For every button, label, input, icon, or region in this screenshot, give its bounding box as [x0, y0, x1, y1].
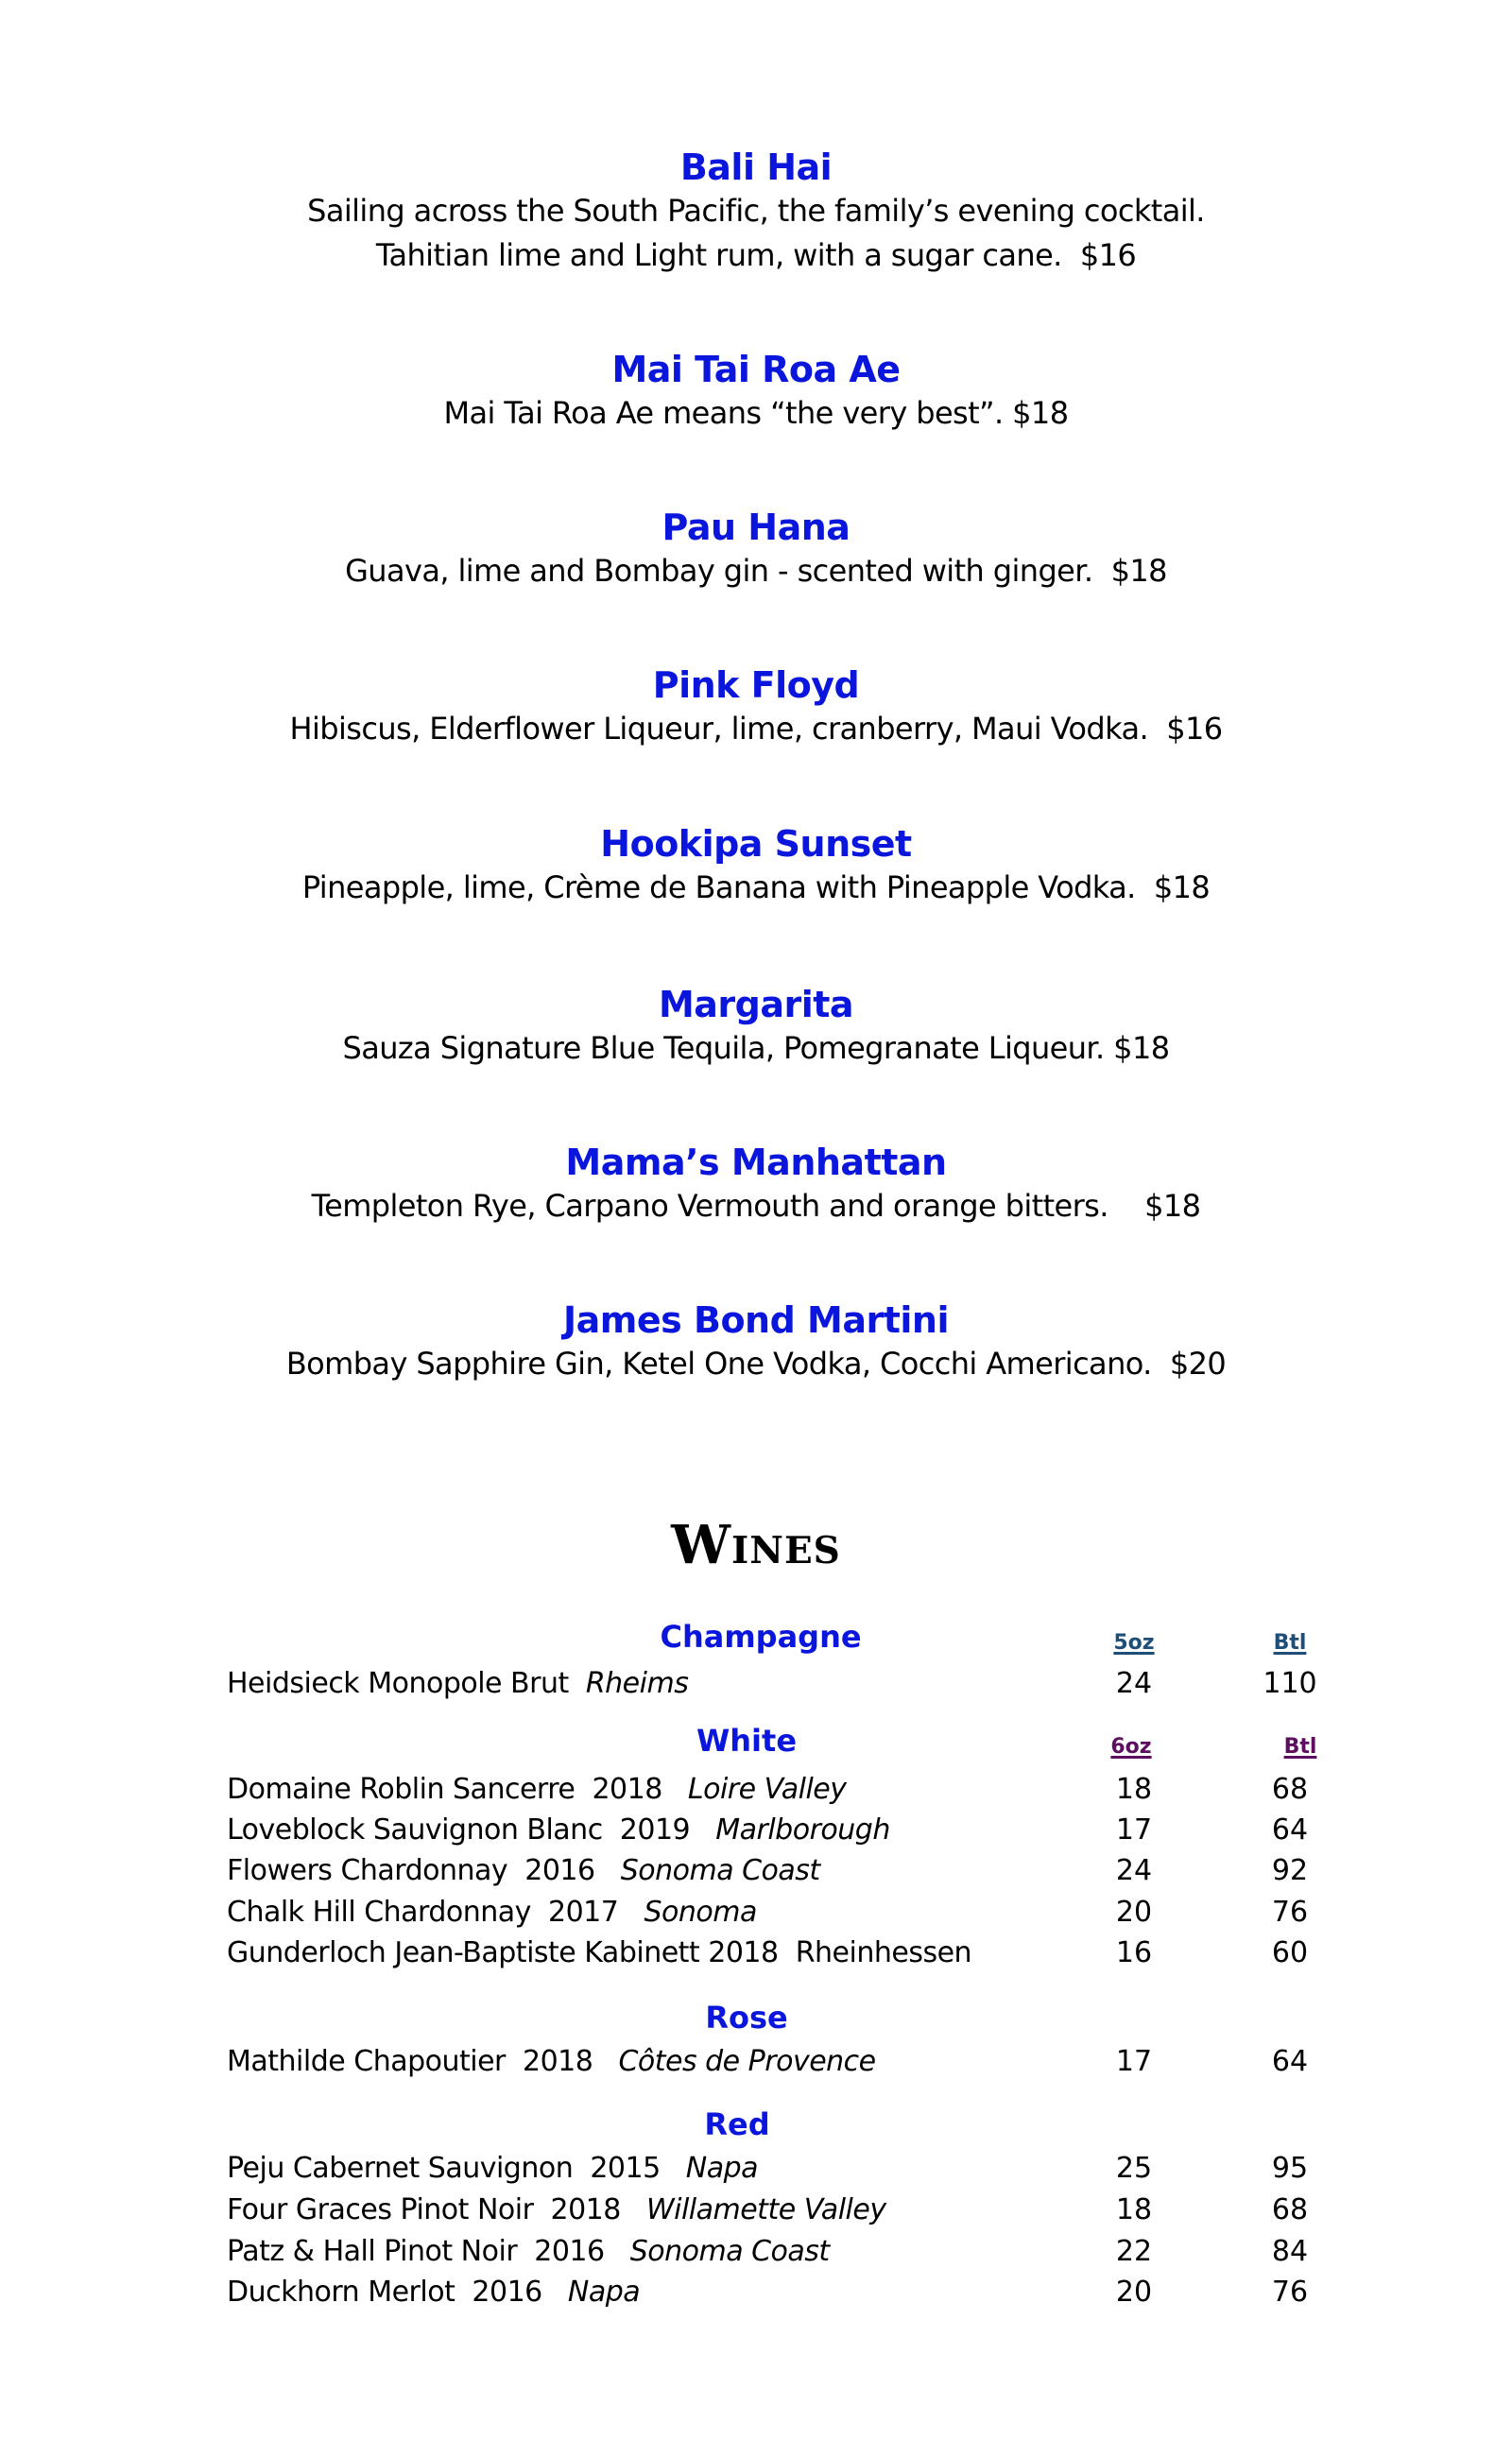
wine-row [227, 2041, 1323, 2083]
cocktail-item [0, 1141, 1512, 1228]
wine-region: Sonoma Coast [629, 2235, 830, 2268]
cocktail-item [0, 348, 1512, 436]
cocktail-name: Pink Floyd [652, 664, 860, 706]
wine-row [227, 1933, 1323, 1974]
cocktail-name: Mama’s Manhattan [565, 1142, 947, 1183]
wine-name: Heidsieck Monopole Brut Rheims [227, 1667, 689, 1700]
wine-row [227, 1850, 1323, 1892]
wine-name: Mathilde Chapoutier 2018 Côtes de Provence [227, 2045, 876, 2078]
price-glass: 25 [1115, 2152, 1153, 2185]
wine-name: Patz & Hall Pinot Noir 2016 Sonoma Coast [227, 2235, 830, 2268]
cocktail-item [0, 983, 1512, 1071]
price-bottle: 68 [1271, 1773, 1309, 1806]
cocktail-item [0, 146, 1512, 278]
wine-region: Napa [567, 2276, 641, 2309]
cocktail-description: Guava, lime and Bombay gin - scented with ginger. $18 [345, 553, 1167, 589]
wine-name: Domaine Roblin Sancerre 2018 Loire Valley [227, 1773, 847, 1806]
price-bottle: 64 [1271, 2045, 1309, 2078]
wine-row [227, 2148, 1323, 2190]
price-glass: 22 [1115, 2235, 1153, 2268]
wine-name: Flowers Chardonnay 2016 Sonoma Coast [227, 1854, 820, 1887]
wine-name: Four Graces Pinot Noir 2018 Willamette Valley [227, 2193, 886, 2226]
wine-region: Napa [685, 2152, 759, 2185]
cocktail-description: Hibiscus, Elderflower Liqueur, lime, cranberry, Maui Vodka. $16 [289, 711, 1223, 747]
wine-name: Loveblock Sauvignon Blanc 2019 Marlborough [227, 1813, 890, 1847]
cocktail-description: Sauza Signature Blue Tequila, Pomegranate Liqueur. $18 [342, 1030, 1170, 1066]
wine-row [227, 1892, 1323, 1933]
cocktail-description: Bombay Sapphire Gin, Ketel One Vodka, Cocchi Americano. $20 [285, 1346, 1227, 1382]
price-glass: 24 [1115, 1667, 1153, 1700]
wine-region: Loire Valley [687, 1773, 847, 1806]
wine-name: Gunderloch Jean-Baptiste Kabinett 2018 Rheinhessen [227, 1936, 972, 1969]
price-bottle: 60 [1271, 1936, 1309, 1969]
price-glass: 17 [1115, 2045, 1153, 2078]
cocktail-name: Hookipa Sunset [600, 823, 912, 865]
price-bottle: 76 [1271, 1896, 1309, 1929]
cocktail-description: Sailing across the South Pacific, the family’s evening cocktail. [307, 193, 1205, 229]
cocktail-item [0, 506, 1512, 593]
cocktail-name: Pau Hana [662, 507, 850, 548]
category-title-white: White [696, 1723, 798, 1759]
wine-name: Duckhorn Merlot 2016 Napa [227, 2276, 641, 2309]
wines-heading: Wines [671, 1514, 841, 1576]
wine-row [227, 2231, 1323, 2273]
price-glass: 17 [1115, 1813, 1153, 1847]
cocktail-name: James Bond Martini [562, 1299, 950, 1341]
wine-name: Peju Cabernet Sauvignon 2015 Napa [227, 2152, 759, 2185]
price-glass: 18 [1115, 1773, 1153, 1806]
price-glass: 24 [1115, 1854, 1153, 1887]
cocktail-item [0, 822, 1512, 910]
category-title-red: Red [704, 2106, 770, 2142]
column-header-glass: 6oz [1110, 1735, 1152, 1759]
wine-row [227, 1810, 1323, 1851]
cocktail-description: Pineapple, lime, Crème de Banana with Pineapple Vodka. $18 [301, 869, 1211, 905]
column-header-bottle: Btl [1283, 1735, 1317, 1759]
cocktail-description: Mai Tai Roa Ae means “the very best”. $18 [443, 395, 1069, 431]
wine-region: Marlborough [715, 1813, 890, 1847]
wine-row [227, 1663, 1323, 1705]
wine-region: Sonoma [644, 1896, 757, 1929]
price-bottle: 95 [1271, 2152, 1309, 2185]
wine-region: Côtes de Provence [618, 2045, 876, 2078]
wine-name: Chalk Hill Chardonnay 2017 Sonoma [227, 1896, 757, 1929]
column-header-bottle: Btl [1273, 1631, 1307, 1655]
wine-region: Rheinhessen [795, 1936, 972, 1969]
cocktail-item [0, 663, 1512, 751]
cocktail-name: Margarita [658, 984, 854, 1025]
price-glass: 16 [1115, 1936, 1153, 1969]
wine-region: Willamette Valley [645, 2193, 886, 2226]
category-title-rose: Rose [705, 2000, 788, 2036]
price-bottle: 68 [1271, 2193, 1309, 2226]
price-bottle: 64 [1271, 1813, 1309, 1847]
column-header-glass: 5oz [1113, 1631, 1155, 1655]
wine-row [227, 1769, 1323, 1811]
cocktail-name: Bali Hai [679, 146, 833, 188]
cocktail-name: Mai Tai Roa Ae [611, 349, 901, 390]
price-glass: 20 [1115, 1896, 1153, 1929]
wine-row [227, 2272, 1323, 2313]
category-title-champagne: Champagne [660, 1619, 862, 1655]
price-bottle: 76 [1271, 2276, 1309, 2309]
wine-region: Sonoma Coast [620, 1854, 820, 1887]
price-bottle: 84 [1271, 2235, 1309, 2268]
price-bottle: 110 [1263, 1667, 1317, 1700]
wine-row [227, 2190, 1323, 2231]
cocktail-description: Templeton Rye, Carpano Vermouth and orange bitters. $18 [311, 1188, 1201, 1224]
wine-region: Rheims [585, 1667, 689, 1700]
cocktail-item [0, 1298, 1512, 1386]
price-glass: 18 [1115, 2193, 1153, 2226]
price-bottle: 92 [1271, 1854, 1309, 1887]
price-glass: 20 [1115, 2276, 1153, 2309]
cocktail-description: Tahitian lime and Light rum, with a sugar cane. $16 [375, 237, 1137, 273]
